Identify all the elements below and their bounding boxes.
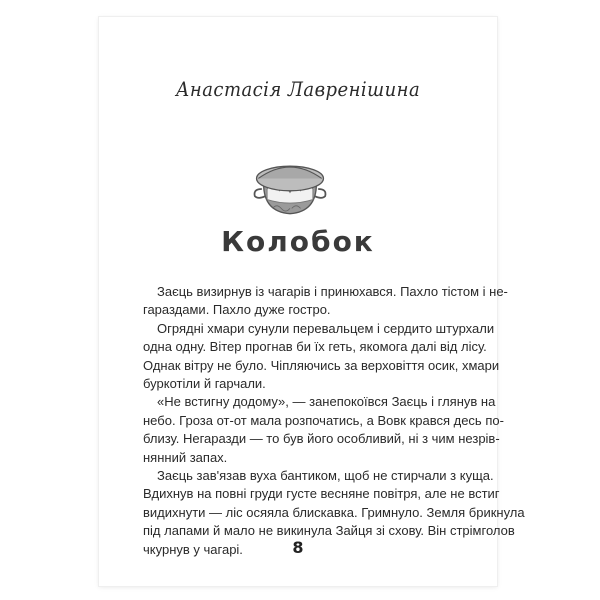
paragraph <box>143 283 508 320</box>
text-line: чкурнув у чагарі. <box>143 541 243 557</box>
author-name: Анастасія Лавренішина <box>175 77 421 101</box>
book-page <box>99 17 525 586</box>
paragraph <box>143 320 500 394</box>
text-line: Однак вітру не було. Чіпляючись за верховіття осик, хмари <box>143 357 500 373</box>
text-line: «Не встигну додому», — занепокоївся Заєць і глянув на <box>157 394 496 410</box>
paragraph <box>143 393 504 467</box>
text-line: одна одну. Вітер прогнав би їх геть, якомога далі від лісу. <box>143 339 487 355</box>
text-line: близу. Негаразди — то був його особливий, ні з чим незрів- <box>143 431 500 447</box>
text-line: під лапами й мало не викинула Зайця зі схову. Він стрімголов <box>143 523 515 539</box>
text-line: Заєць визирнув із чагарів і принюхався. Пахло тістом і не- <box>157 284 508 299</box>
story-title: Колобок <box>221 225 375 258</box>
text-line: Вдихнув на повні груди густе весняне повітря, але не встиг <box>143 486 500 502</box>
text-line: буркотіли й гарчали. <box>143 376 266 392</box>
story-body <box>143 283 525 559</box>
text-line: нянний запах. <box>143 449 228 465</box>
text-line: видихнути — ліс осяяла блискавка. Гримнуло. Земля брикнула <box>143 504 525 520</box>
text-line: Огрядні хмари сунули перевальцем і сердито штурхали <box>157 320 495 336</box>
text-line: небо. Гроза от-от мала розпочатись, а Вовк крався десь по- <box>143 412 504 428</box>
text-line: Заєць зав'язав вуха бантиком, щоб не стирчали з куща. <box>157 468 494 484</box>
cooking-pot-icon <box>246 138 334 226</box>
text-line: гараздами. Пахло дуже гостро. <box>143 302 331 318</box>
page-number: 8 <box>292 538 304 557</box>
